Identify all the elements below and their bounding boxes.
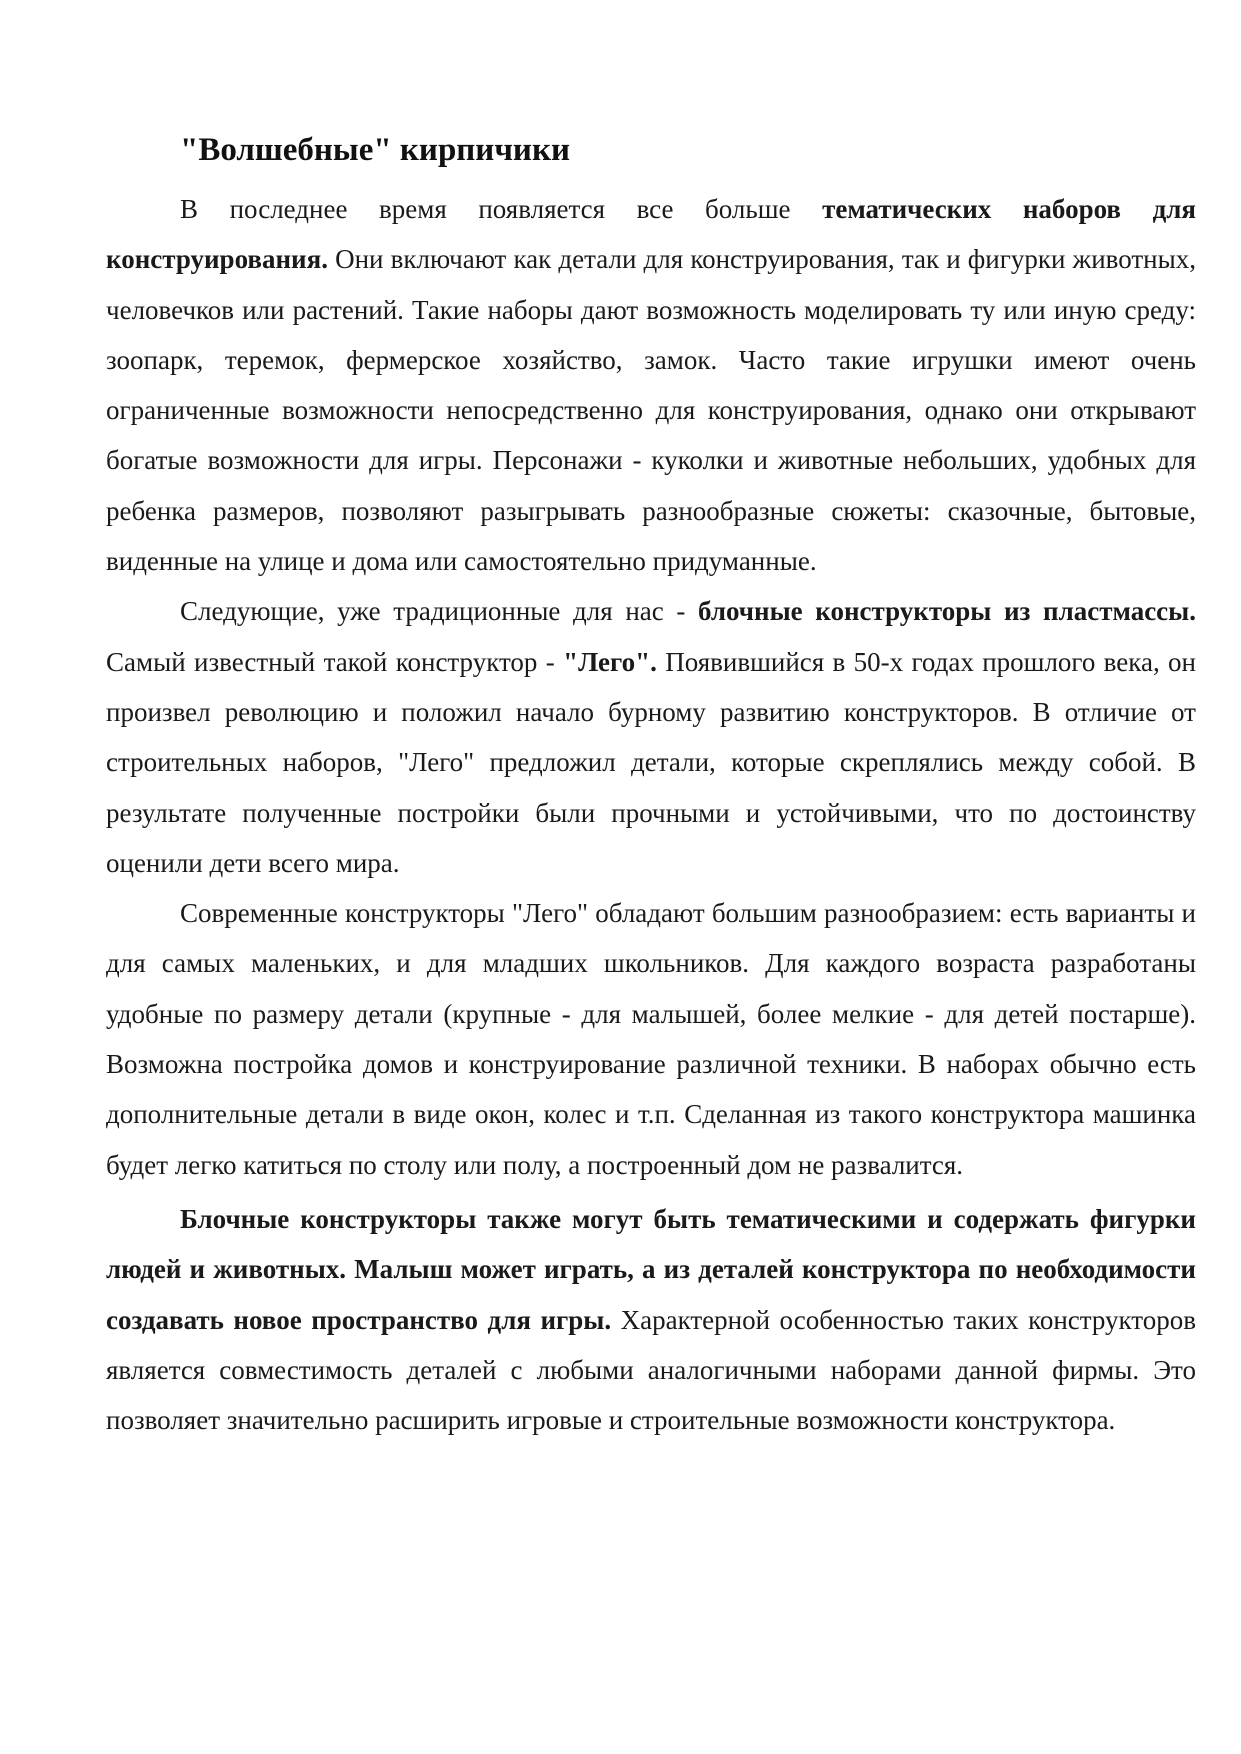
paragraph-3	[106, 888, 1196, 1190]
bold-text-segment: блочные конструкторы из пластмассы.	[698, 596, 1196, 627]
text-segment: Современные конструкторы "Лего" обладают большим разнообразием: есть варианты и для самых маленьких, и для младших школьников. Для каждого возраста разработаны удобные по размеру детали (крупные - для малышей, более мелкие - для детей постарше). Возможна постройка домов и конструирование различной техники. В наборах обычно есть дополнительные детали в виде окон, колес и т.п. Сделанная из такого конструктора машинка будет легко катиться по столу или полу, а построенный дом не развалится.	[106, 898, 1196, 1180]
document-body	[106, 126, 1196, 1445]
text-segment: В последнее время появляется все больше	[180, 194, 823, 224]
bold-text-segment: "Лего".	[563, 646, 657, 677]
text-segment: Появившийся в 50-х годах прошлого века, он произвел революцию и положил начало бурному развитию конструкторов. В отличие от строительных наборов, "Лего" предложил детали, которые скреплялись между собой. В результате полученные постройки были прочными и устойчивыми, что по достоинству оценили дети всего мира.	[106, 646, 1197, 878]
paragraph-2	[106, 586, 1196, 888]
text-segment: Характерной особенностью таких конструкторов является совместимость деталей с любыми аналогичными наборами данной фирмы. Это позволяет значительно расширить игровые и строительные возможности конструктора.	[106, 1304, 1196, 1436]
text-segment: Самый известный такой конструктор -	[106, 646, 564, 677]
paragraph-4	[106, 1194, 1196, 1445]
document-title: "Волшебные" кирпичики	[180, 132, 570, 168]
bold-text-segment: Блочные конструкторы также могут быть тематическими и содержать фигурки людей и животных. Малыш может играть, а из деталей конструктора по необходимости создавать новое пространство для игры.	[106, 1203, 1196, 1335]
bold-text-segment: тематических наборов для конструирования.	[106, 194, 1196, 275]
text-segment: Следующие, уже традиционные для нас -	[180, 596, 699, 627]
paragraph-1	[106, 184, 1196, 586]
text-segment: Они включают как детали для конструирования, так и фигурки животных, человечков или растений. Такие наборы дают возможность моделировать ту или иную среду: зоопарк, теремок, фермерское хозяйство, замок. Часто такие игрушки имеют очень ограниченные возможности непосредственно для конструирования, однако они открывают богатые возможности для игры. Персонажи - куколки и животные небольших, удобных для ребенка размеров, позволяют разыгрывать разнообразные сюжеты: сказочные, бытовые, виденные на улице и дома или самостоятельно придуманные.	[106, 244, 1196, 577]
